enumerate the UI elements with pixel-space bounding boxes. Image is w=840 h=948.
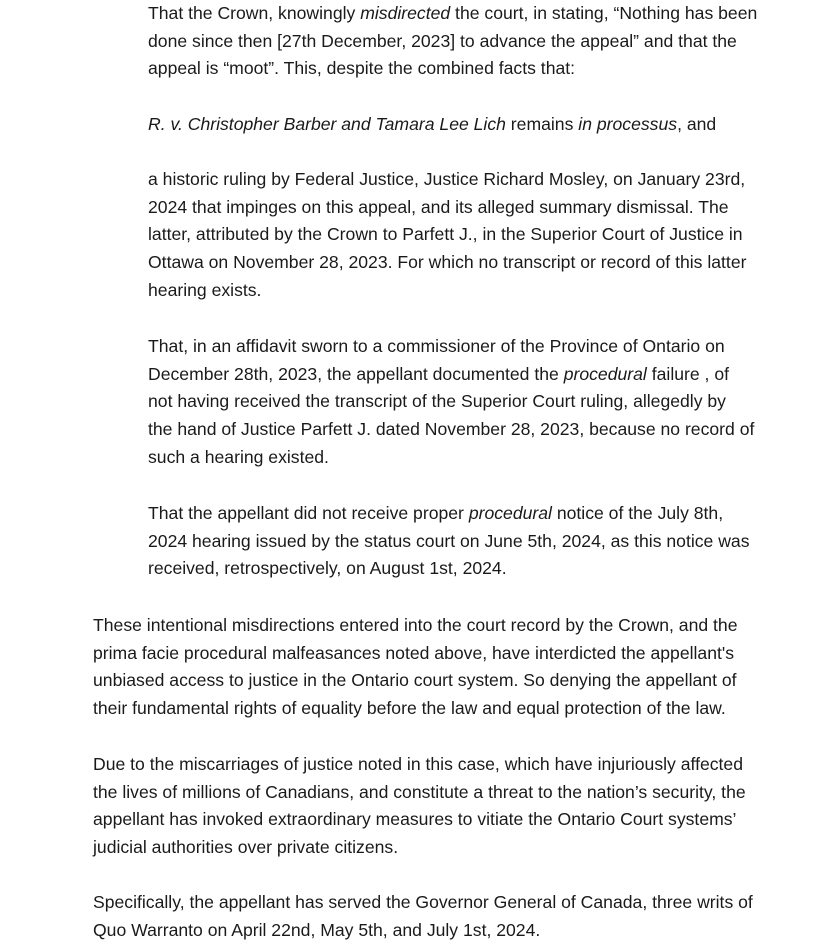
text-line: done since then [27th December, 2023] to advance the appeal” and that the bbox=[148, 30, 737, 51]
paragraph-affidavit bbox=[148, 333, 798, 472]
text-line: the hand of Justice Parfett J. dated November 28, 2023, because no record of bbox=[148, 419, 755, 440]
text-line: appeal is “moot”. This, despite the combined facts that: bbox=[148, 58, 576, 79]
text-line: hearing exists. bbox=[148, 279, 262, 300]
text-line: appellant has invoked extraordinary measures to vitiate the Ontario Court systems’ bbox=[93, 809, 737, 830]
text-line bbox=[148, 111, 798, 139]
italic-text-run: procedural bbox=[563, 363, 647, 384]
text-run: notice of the July 8th, bbox=[551, 503, 724, 523]
text-line: received, retrospectively, on August 1st, 2024. bbox=[148, 558, 507, 579]
text-line: Specifically, the appellant has served the Governor General of Canada, three writs of bbox=[93, 892, 753, 912]
text-run: remains bbox=[505, 114, 579, 134]
paragraph-quo-warranto bbox=[93, 889, 798, 944]
paragraph-case-name bbox=[148, 111, 798, 139]
text-line: their fundamental rights of equality before the law and equal protection of the law. bbox=[93, 698, 726, 719]
text-line: not having received the transcript of the Superior Court ruling, allegedly by bbox=[148, 391, 726, 412]
paragraph-miscarriages bbox=[93, 751, 798, 862]
text-line: 2024 that impinges on this appeal, and its alleged summary dismissal. The bbox=[148, 196, 729, 217]
paragraph-historic-ruling bbox=[148, 166, 798, 305]
text-run: That the Crown, knowingly bbox=[148, 3, 361, 23]
text-line bbox=[148, 361, 798, 389]
italic-text-run: in processus bbox=[578, 114, 678, 134]
text-line: such a hearing existed. bbox=[148, 446, 329, 467]
text-line bbox=[148, 0, 798, 28]
text-line: prima facie procedural malfeasances noted above, have interdicted the appellant's bbox=[93, 642, 735, 663]
text-line: unbiased access to justice in the Ontario court system. So denying the appellant of bbox=[93, 670, 737, 691]
text-line: 2024 hearing issued by the status court on June 5th, 2024, as this notice was bbox=[148, 530, 750, 551]
paragraph-crown-misdirection bbox=[148, 0, 798, 83]
text-line: judicial authorities over private citizens. bbox=[93, 837, 399, 858]
text-run: the court, in stating, “Nothing has been bbox=[450, 3, 758, 23]
paragraph-misdirections bbox=[93, 612, 798, 723]
text-line: These intentional misdirections entered into the court record by the Crown, and the bbox=[93, 615, 738, 635]
text-line: the lives of millions of Canadians, and constitute a threat to the nation’s security, the bbox=[93, 781, 746, 802]
text-line: Due to the miscarriages of justice noted in this case, which have injuriously affected bbox=[93, 754, 744, 774]
italic-text-run: procedural bbox=[468, 503, 552, 523]
italic-text-run: R. v. Christopher Barber and Tamara Lee Lich bbox=[148, 114, 506, 134]
text-run: That the appellant did not receive proper bbox=[148, 503, 469, 523]
text-run: failure , of bbox=[646, 363, 729, 384]
text-line: latter, attributed by the Crown to Parfett J., in the Superior Court of Justice in bbox=[148, 224, 743, 245]
text-line: Quo Warranto on April 22nd, May 5th, and July 1st, 2024. bbox=[93, 919, 541, 940]
text-line: Ottawa on November 28, 2023. For which no transcript or record of this latter bbox=[148, 252, 747, 273]
text-run: , and bbox=[677, 114, 717, 134]
text-line: a historic ruling by Federal Justice, Justice Richard Mosley, on January 23rd, bbox=[148, 169, 746, 189]
text-line bbox=[148, 500, 798, 528]
text-run: December 28th, 2023, the appellant documented the bbox=[148, 363, 564, 384]
text-line: That, in an affidavit sworn to a commissioner of the Province of Ontario on bbox=[148, 336, 725, 356]
italic-text-run: misdirected bbox=[360, 3, 451, 23]
paragraph-procedural-notice bbox=[148, 500, 798, 583]
